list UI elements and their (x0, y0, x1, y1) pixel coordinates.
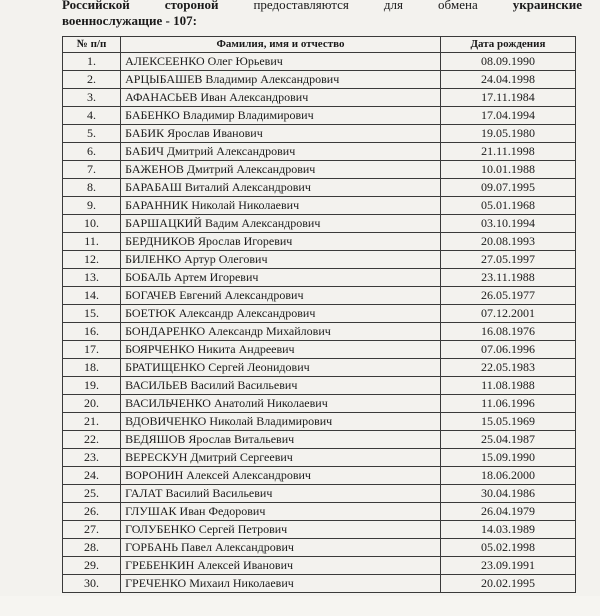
row-birth-date: 22.05.1983 (440, 359, 575, 377)
heading-word: стороной (164, 0, 219, 12)
row-birth-date: 23.09.1991 (440, 557, 575, 575)
row-birth-date: 09.07.1995 (440, 179, 575, 197)
table-row (63, 413, 576, 431)
row-full-name: БОЯРЧЕНКО Никита Андреевич (121, 341, 441, 359)
table-row (63, 71, 576, 89)
row-full-name: ВДОВИЧЕНКО Николай Владимирович (121, 413, 441, 431)
heading-word: Российской (62, 0, 130, 12)
table-row (63, 215, 576, 233)
row-full-name: БЕРДНИКОВ Ярослав Игоревич (121, 233, 441, 251)
table-header-row (63, 37, 576, 53)
row-full-name: ВАСИЛЬЧЕНКО Анатолий Николаевич (121, 395, 441, 413)
heading-word: украинские (512, 0, 582, 12)
row-birth-date: 07.12.2001 (440, 305, 575, 323)
row-birth-date: 21.11.1998 (440, 143, 575, 161)
row-birth-date: 30.04.1986 (440, 485, 575, 503)
row-full-name: БАЖЕНОВ Дмитрий Александрович (121, 161, 441, 179)
row-birth-date: 17.11.1984 (440, 89, 575, 107)
row-number: 1. (63, 53, 121, 71)
table-row (63, 233, 576, 251)
row-number: 10. (63, 215, 121, 233)
table-row (63, 107, 576, 125)
row-birth-date: 23.11.1988 (440, 269, 575, 287)
table-body (63, 53, 576, 593)
table-row (63, 179, 576, 197)
row-full-name: БАРАННИК Николай Николаевич (121, 197, 441, 215)
row-full-name: ГЛУШАК Иван Федорович (121, 503, 441, 521)
row-birth-date: 25.04.1987 (440, 431, 575, 449)
row-number: 8. (63, 179, 121, 197)
row-full-name: АФАНАСЬЕВ Иван Александрович (121, 89, 441, 107)
row-number: 29. (63, 557, 121, 575)
row-full-name: БОГАЧЕВ Евгений Александрович (121, 287, 441, 305)
row-number: 13. (63, 269, 121, 287)
table-row (63, 575, 576, 593)
header-full-name: Фамилия, имя и отчество (121, 37, 441, 53)
row-number: 24. (63, 467, 121, 485)
row-full-name: БОЕТЮК Александр Александрович (121, 305, 441, 323)
row-full-name: БОНДАРЕНКО Александр Михайлович (121, 323, 441, 341)
table-row (63, 395, 576, 413)
row-full-name: ГРЕЧЕНКО Михаил Николаевич (121, 575, 441, 593)
row-number: 6. (63, 143, 121, 161)
row-number: 12. (63, 251, 121, 269)
row-birth-date: 10.01.1988 (440, 161, 575, 179)
row-birth-date: 03.10.1994 (440, 215, 575, 233)
row-full-name: БИЛЕНКО Артур Олегович (121, 251, 441, 269)
row-birth-date: 17.04.1994 (440, 107, 575, 125)
row-birth-date: 20.08.1993 (440, 233, 575, 251)
row-birth-date: 14.03.1989 (440, 521, 575, 539)
header-number: № п/п (63, 37, 121, 53)
table-row (63, 143, 576, 161)
table-row (63, 197, 576, 215)
table-row (63, 125, 576, 143)
row-number: 3. (63, 89, 121, 107)
table-row (63, 161, 576, 179)
heading-word: предоставляются (253, 0, 349, 12)
row-birth-date: 11.06.1996 (440, 395, 575, 413)
row-full-name: БАБИЧ Дмитрий Александрович (121, 143, 441, 161)
row-full-name: ГАЛАТ Василий Васильевич (121, 485, 441, 503)
row-number: 16. (63, 323, 121, 341)
row-birth-date: 08.09.1990 (440, 53, 575, 71)
heading-line-1 (62, 0, 582, 13)
table-row (63, 539, 576, 557)
table-row (63, 467, 576, 485)
row-full-name: БАБЕНКО Владимир Владимирович (121, 107, 441, 125)
row-number: 23. (63, 449, 121, 467)
row-full-name: БАРАБАШ Виталий Александрович (121, 179, 441, 197)
row-number: 5. (63, 125, 121, 143)
row-full-name: ВАСИЛЬЕВ Василий Васильевич (121, 377, 441, 395)
prisoner-list-table (62, 36, 576, 593)
document-heading (62, 0, 582, 29)
row-number: 20. (63, 395, 121, 413)
row-birth-date: 07.06.1996 (440, 341, 575, 359)
row-full-name: ВОРОНИН Алексей Александрович (121, 467, 441, 485)
header-birth-date: Дата рождения (440, 37, 575, 53)
row-full-name: ВЕДЯШОВ Ярослав Витальевич (121, 431, 441, 449)
table-row (63, 521, 576, 539)
row-number: 28. (63, 539, 121, 557)
table-row (63, 431, 576, 449)
page-bottom-margin (0, 596, 600, 616)
row-number: 25. (63, 485, 121, 503)
table-row (63, 89, 576, 107)
row-number: 30. (63, 575, 121, 593)
row-number: 19. (63, 377, 121, 395)
table-row (63, 53, 576, 71)
row-birth-date: 18.06.2000 (440, 467, 575, 485)
row-birth-date: 26.04.1979 (440, 503, 575, 521)
row-birth-date: 15.09.1990 (440, 449, 575, 467)
row-full-name: ГОРБАНЬ Павел Александрович (121, 539, 441, 557)
row-number: 11. (63, 233, 121, 251)
table-row (63, 251, 576, 269)
table-row (63, 449, 576, 467)
row-number: 27. (63, 521, 121, 539)
table-row (63, 305, 576, 323)
row-full-name: БОБАЛЬ Артем Игоревич (121, 269, 441, 287)
row-number: 7. (63, 161, 121, 179)
table-row (63, 377, 576, 395)
heading-line-2: военнослужащие - 107: (62, 13, 197, 28)
table-row (63, 323, 576, 341)
row-number: 22. (63, 431, 121, 449)
row-birth-date: 16.08.1976 (440, 323, 575, 341)
row-full-name: ВЕРЕСКУН Дмитрий Сергеевич (121, 449, 441, 467)
heading-word: обмена (438, 0, 478, 12)
row-number: 26. (63, 503, 121, 521)
row-full-name: ГОЛУБЕНКО Сергей Петрович (121, 521, 441, 539)
row-number: 9. (63, 197, 121, 215)
row-full-name: АЛЕКСЕЕНКО Олег Юрьевич (121, 53, 441, 71)
table-row (63, 341, 576, 359)
row-number: 15. (63, 305, 121, 323)
row-birth-date: 05.02.1998 (440, 539, 575, 557)
heading-word: для (383, 0, 403, 12)
row-birth-date: 27.05.1997 (440, 251, 575, 269)
row-number: 4. (63, 107, 121, 125)
row-full-name: АРЦЫБАШЕВ Владимир Александрович (121, 71, 441, 89)
table-row (63, 503, 576, 521)
row-full-name: ГРЕБЕНКИН Алексей Иванович (121, 557, 441, 575)
row-number: 14. (63, 287, 121, 305)
row-number: 17. (63, 341, 121, 359)
row-number: 18. (63, 359, 121, 377)
row-birth-date: 05.01.1968 (440, 197, 575, 215)
row-birth-date: 20.02.1995 (440, 575, 575, 593)
row-birth-date: 15.05.1969 (440, 413, 575, 431)
table-row (63, 485, 576, 503)
row-full-name: БАБИК Ярослав Иванович (121, 125, 441, 143)
table-row (63, 269, 576, 287)
row-birth-date: 26.05.1977 (440, 287, 575, 305)
row-number: 21. (63, 413, 121, 431)
row-full-name: БАРШАЦКИЙ Вадим Александрович (121, 215, 441, 233)
row-full-name: БРАТИЩЕНКО Сергей Леонидович (121, 359, 441, 377)
row-birth-date: 19.05.1980 (440, 125, 575, 143)
row-birth-date: 24.04.1998 (440, 71, 575, 89)
row-number: 2. (63, 71, 121, 89)
table-row (63, 557, 576, 575)
table-row (63, 287, 576, 305)
table-row (63, 359, 576, 377)
row-birth-date: 11.08.1988 (440, 377, 575, 395)
